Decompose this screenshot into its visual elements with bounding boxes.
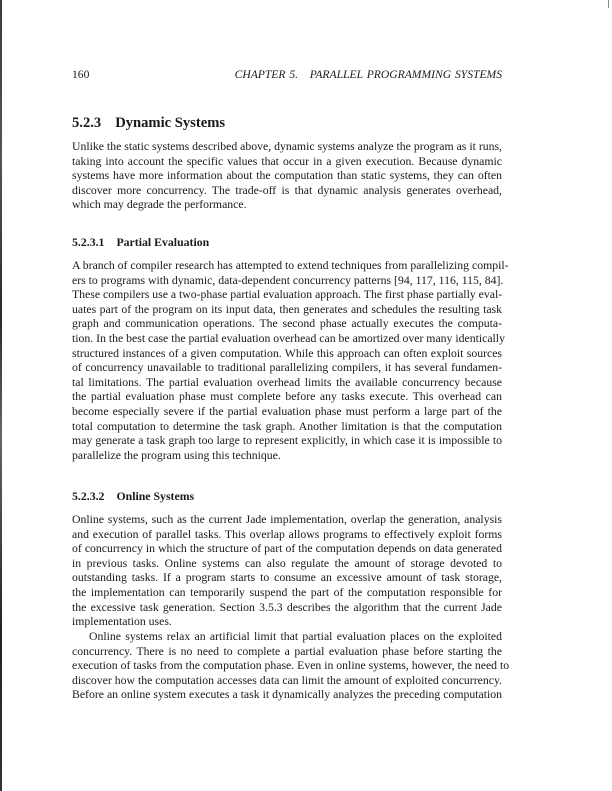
text-line: These compilers use a two-phase partial evaluation approach. The first phase partially eval- bbox=[72, 288, 503, 302]
text-line: uates part of the program on its input data, then generates and schedules the resulting task bbox=[72, 302, 502, 316]
text-line: of concurrency in which the structure of part of the computation depends on data generated bbox=[72, 542, 502, 556]
text-line: the partial evaluation phase must complete before any tasks execute. This overhead can bbox=[72, 390, 502, 404]
text-line: Before an online system executes a task it dynamically analyzes the preceding computation bbox=[72, 688, 502, 702]
text-line: total computation to determine the task graph. Another limitation is that the computation bbox=[72, 419, 502, 433]
chapter-title: CHAPTER 5. PARALLEL PROGRAMMING SYSTEMS bbox=[234, 68, 502, 81]
text-line: become especially severe if the partial evaluation phase must perform a large part of the bbox=[72, 404, 502, 418]
text-line: taking into account the specific values that occur in a given execution. Because dynamic bbox=[72, 154, 502, 168]
online-systems-paragraph-1 bbox=[72, 513, 502, 630]
running-header bbox=[72, 68, 502, 82]
text-line: structured instances of a given computation. While this approach can often exploit sources bbox=[72, 346, 502, 360]
text-line: tion. In the best case the partial evaluation overhead can be amortized over many identically bbox=[72, 331, 505, 345]
page-number: 160 bbox=[72, 68, 90, 81]
text-line: ers to programs with dynamic, data-dependent concurrency patterns [94, 117, 116, 115, 84]. bbox=[72, 273, 504, 287]
text-line: discover more concurrency. The trade-off is that dynamic analysis generates overhead, bbox=[72, 183, 502, 197]
text-line: tal limitations. The partial evaluation overhead limits the available concurrency because bbox=[72, 375, 502, 389]
section-number: 5.2.3 bbox=[72, 115, 102, 131]
subsection-title: Online Systems bbox=[116, 489, 195, 503]
text-line: may generate a task graph too large to represent explicitly, in which case it is impossible to bbox=[72, 434, 502, 448]
text-line: concurrency. There is no need to complete a partial evaluation phase before starting the bbox=[72, 644, 502, 658]
text-line: systems have more information about the computation than static systems, they can often bbox=[72, 169, 502, 183]
section-intro-paragraph bbox=[72, 140, 502, 213]
text-line: discover how the computation accesses data can limit the amount of exploited concurrency. bbox=[72, 673, 502, 687]
section-title: Dynamic Systems bbox=[115, 115, 226, 131]
subsection-title: Partial Evaluation bbox=[116, 235, 210, 249]
subsection-number: 5.2.3.1 bbox=[72, 235, 105, 249]
text-line: graph and communication operations. The second phase actually executes the computa- bbox=[72, 317, 502, 331]
text-line: and execution of parallel tasks. This overlap allows programs to effectively exploit forms bbox=[72, 527, 502, 541]
subsection-number: 5.2.3.2 bbox=[72, 489, 105, 503]
section-heading bbox=[72, 114, 225, 132]
text-line: the excessive task generation. Section 3.5.3 describes the algorithm that the current Jade bbox=[72, 600, 502, 614]
text-line: Unlike the static systems described above, dynamic systems analyze the program as it runs, bbox=[72, 140, 502, 153]
text-line: A branch of compiler research has attempted to extend techniques from parallelizing compil- bbox=[72, 259, 509, 272]
subsection-heading-online-systems bbox=[72, 489, 194, 503]
partial-evaluation-paragraph bbox=[72, 259, 509, 463]
text-line: Online systems relax an artificial limit that partial evaluation places on the exploited bbox=[89, 630, 502, 643]
text-line: in previous tasks. Online systems can also regulate the amount of storage devoted to bbox=[72, 556, 502, 570]
text-line: parallelize the program using this technique. bbox=[72, 448, 281, 462]
text-line: which may degrade the performance. bbox=[72, 198, 247, 212]
online-systems-paragraph-2 bbox=[72, 630, 510, 703]
text-line: of concurrency unavailable to traditional parallelizing compilers, it has several fundamen- bbox=[72, 361, 502, 375]
text-line: implementation uses. bbox=[72, 615, 172, 629]
scan-border-left bbox=[0, 0, 2, 791]
scan-border-right bbox=[608, 0, 609, 8]
text-line: execution of tasks from the computation phase. Even in online systems, however, the need to bbox=[72, 659, 510, 673]
subsection-heading-partial-evaluation bbox=[72, 235, 209, 249]
text-line: the implementation can temporarily suspend the part of the computation responsible for bbox=[72, 585, 502, 599]
text-line: Online systems, such as the current Jade implementation, overlap the generation, analysis bbox=[72, 513, 502, 526]
text-line: outstanding tasks. If a program starts to consume an excessive amount of task storage, bbox=[72, 571, 502, 585]
